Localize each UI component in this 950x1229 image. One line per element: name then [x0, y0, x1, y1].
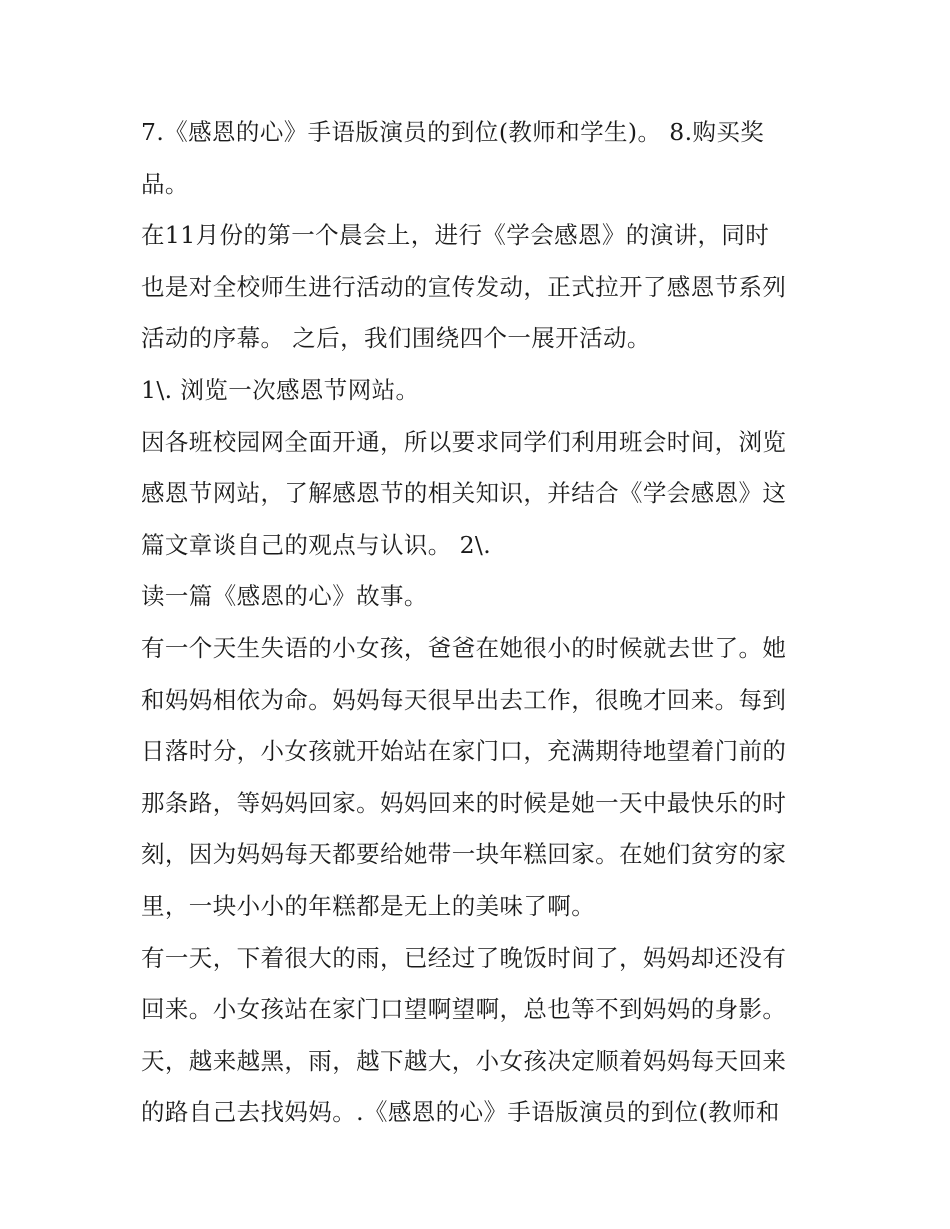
text-line-1: 7.《感恩的心》手语版演员的到位(教师和学生)。 8.购买奖	[141, 118, 765, 146]
text-line-19: 天，越来越黑，雨，越下越大，小女孩决定顺着妈妈每天回来	[141, 1046, 787, 1075]
text-line-17: 有一天，下着很大的雨，已经过了晚饭时间了，妈妈却还没有	[141, 943, 787, 972]
body-text	[141, 107, 821, 1139]
text-line-8: 感恩节网站，了解感恩节的相关知识，并结合《学会感恩》这	[141, 479, 787, 508]
text-line-12: 和妈妈相依为命。妈妈每天很早出去工作，很晚才回来。每到	[141, 685, 787, 714]
text-line-18: 回来。小女孩站在家门口望啊望啊，总也等不到妈妈的身影。	[141, 995, 787, 1024]
text-line-5: 活动的序幕。 之后，我们围绕四个一展开活动。	[141, 324, 651, 353]
text-line-3: 在11月份的第一个晨会上，进行《学会感恩》的演讲，同时	[141, 221, 770, 250]
text-line-4: 也是对全校师生进行活动的宣传发动，正式拉开了感恩节系列	[141, 272, 787, 301]
text-line-10: 读一篇《感恩的心》故事。	[141, 582, 428, 611]
text-line-7: 因各班校园网全面开通，所以要求同学们利用班会时间，浏览	[141, 427, 787, 456]
text-line-13: 日落时分，小女孩就开始站在家门口，充满期待地望着门前的	[141, 737, 787, 766]
text-line-11: 有一个天生失语的小女孩，爸爸在她很小的时候就去世了。她	[141, 633, 787, 662]
text-line-15: 刻，因为妈妈每天都要给她带一块年糕回家。在她们贫穷的家	[141, 840, 787, 869]
text-line-20: 的路自己去找妈妈。.《感恩的心》手语版演员的到位(教师和	[141, 1098, 780, 1127]
text-line-9: 篇文章谈自己的观点与认识。 2\.	[141, 530, 492, 559]
text-line-14: 那条路，等妈妈回家。妈妈回来的时候是她一天中最快乐的时	[141, 788, 787, 817]
text-line-16: 里，一块小小的年糕都是无上的美味了啊。	[141, 891, 596, 920]
text-line-2: 品。	[141, 169, 189, 198]
text-line-6: 1\. 浏览一次感恩节网站。	[141, 375, 420, 404]
